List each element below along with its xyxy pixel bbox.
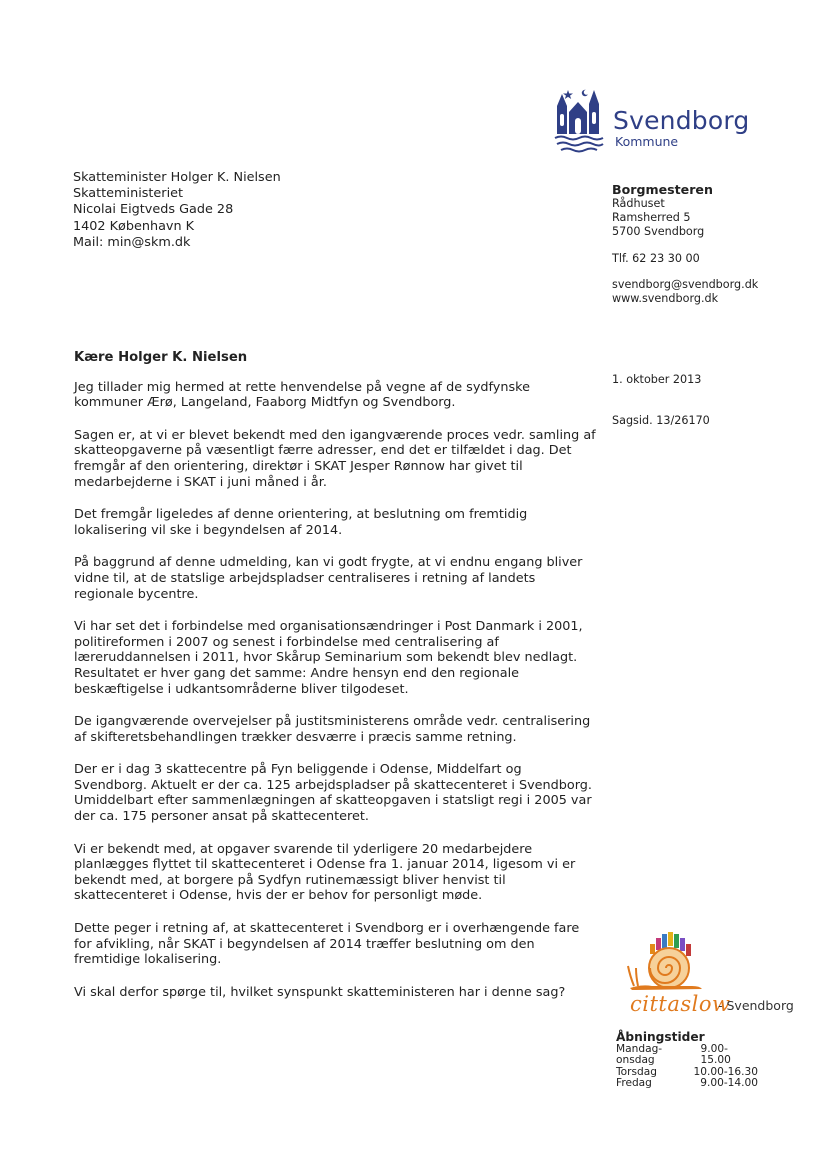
opening-day: Torsdag [616, 1065, 657, 1078]
coat-of-arms-icon [553, 84, 611, 156]
recipient-line: Skatteminister Holger K. Nielsen [73, 170, 281, 185]
opening-hours [616, 1031, 758, 1089]
letter-body [74, 350, 596, 1017]
letterhead-subtitle: Kommune [615, 134, 679, 149]
sender-email: svendborg@svendborg.dk [612, 277, 759, 291]
opening-day: Mandag-onsdag [616, 1043, 663, 1067]
opening-hours-row [616, 1078, 758, 1089]
opening-hours-title: Åbningstider [616, 1030, 705, 1044]
sender-block [612, 182, 758, 306]
recipient-line: Nicolai Eigtveds Gade 28 [73, 202, 234, 218]
paragraph: Det fremgår ligeledes af denne orientering, at beslutning om fremtidig lokalisering vil ske i begyndelsen af 2014. [74, 507, 528, 538]
recipient-line: Skatteministeriet [73, 186, 184, 202]
recipient-line: Mail: min@skm.dk [73, 234, 191, 250]
sender-phone: Tlf. 62 23 30 00 [612, 251, 700, 265]
snail-icon [622, 928, 722, 992]
recipient-address [73, 170, 281, 251]
paragraph: Vi skal derfor spørge til, hvilket synspunkt skatteministeren har i denne sag? [74, 984, 566, 1000]
paragraph: Jeg tillader mig hermed at rette henvendelse på vegne af de sydfynske kommuner Ærø, Langeland, Faaborg Midtfyn og Svendborg. [74, 379, 530, 411]
recipient-line: 1402 København K [73, 218, 195, 234]
paragraph: Sagen er, at vi er blevet bekendt med den igangværende proces vedr. samling af skatteopgaverne på væsentligt færre adresser, end det er tilfældet i dag. Det fremgår af den orientering, direktør i SKAT Jesper Rønnow har givet til medarbejderne i SKAT i juni måned i år. [74, 427, 596, 490]
paragraph: Vi er bekendt med, at opgaver svarende til yderligere 20 medarbejdere planlægges flyttet til skattecenteret i Odense fra 1. januar 2014, ligesom vi er bekendt med, at borgere på Sydfyn rutinemæssigt bliver henvist til skattecenteret i Odense, hvis der er behov for personligt møde. [74, 841, 576, 904]
sender-title: Borgmesteren [612, 182, 713, 197]
paragraph: Der er i dag 3 skattecentre på Fyn beliggende i Odense, Middelfart og Svendborg. Aktuelt er der ca. 125 arbejdspladser på skattecenteret i Svendborg. Umiddelbart efter sammenlægningen af skatteopgaven i statsligt regi i 2005 var der ca. 175 personer ansat på skattecenteret. [74, 762, 592, 825]
cittaslow-suffix: - Svendborg [718, 998, 794, 1013]
sender-address-line: 5700 Svendborg [612, 225, 705, 239]
sender-address-line: Rådhuset [612, 197, 665, 210]
letter-date: 1. oktober 2013 [612, 373, 702, 386]
opening-time: 10.00-16.30 [693, 1065, 758, 1078]
opening-hours-row [616, 1044, 758, 1067]
opening-day: Fredag [616, 1076, 652, 1089]
case-id: Sagsid. 13/26170 [612, 414, 710, 427]
letterhead-name: Svendborg [613, 106, 750, 135]
cittaslow-brand: cittaslow [630, 992, 731, 1016]
paragraph: De igangværende overvejelser på justitsministerens område vedr. centralisering af skifteretsbehandlingen trækker desværre i præcis samme retning. [74, 714, 591, 745]
cittaslow-logo [622, 928, 794, 1020]
paragraph: På baggrund af denne udmelding, kan vi godt frygte, at vi endnu engang bliver vidne til, at de statslige arbejdspladser centraliseres i retning af landets regionale bycentre. [74, 555, 583, 602]
sender-web: www.svendborg.dk [612, 292, 719, 306]
opening-time: 9.00-15.00 [700, 1043, 731, 1067]
paragraph: Dette peger i retning af, at skattecenteret i Svendborg er i overhængende fare for afvikling, når SKAT i begyndelsen af 2014 træffer beslutning om den fremtidige lokalisering. [74, 921, 580, 968]
paragraph: Vi har set det i forbindelse med organisationsændringer i Post Danmark i 2001, politireformen i 2007 og senest i forbindelse med centralisering af læreruddannelsen i 2011, hvor Skårup Seminarium som bekendt blev nedlagt. Resultatet er hver gang det samme: Andre hensyn end den regionale beskæftigelse i udkantsområderne bliver tilgodeset. [74, 619, 583, 697]
sender-address-line: Ramsherred 5 [612, 211, 691, 225]
greeting: Kære Holger K. Nielsen [74, 350, 248, 365]
opening-time: 9.00-14.00 [700, 1076, 758, 1089]
letterhead-logo [553, 84, 750, 156]
